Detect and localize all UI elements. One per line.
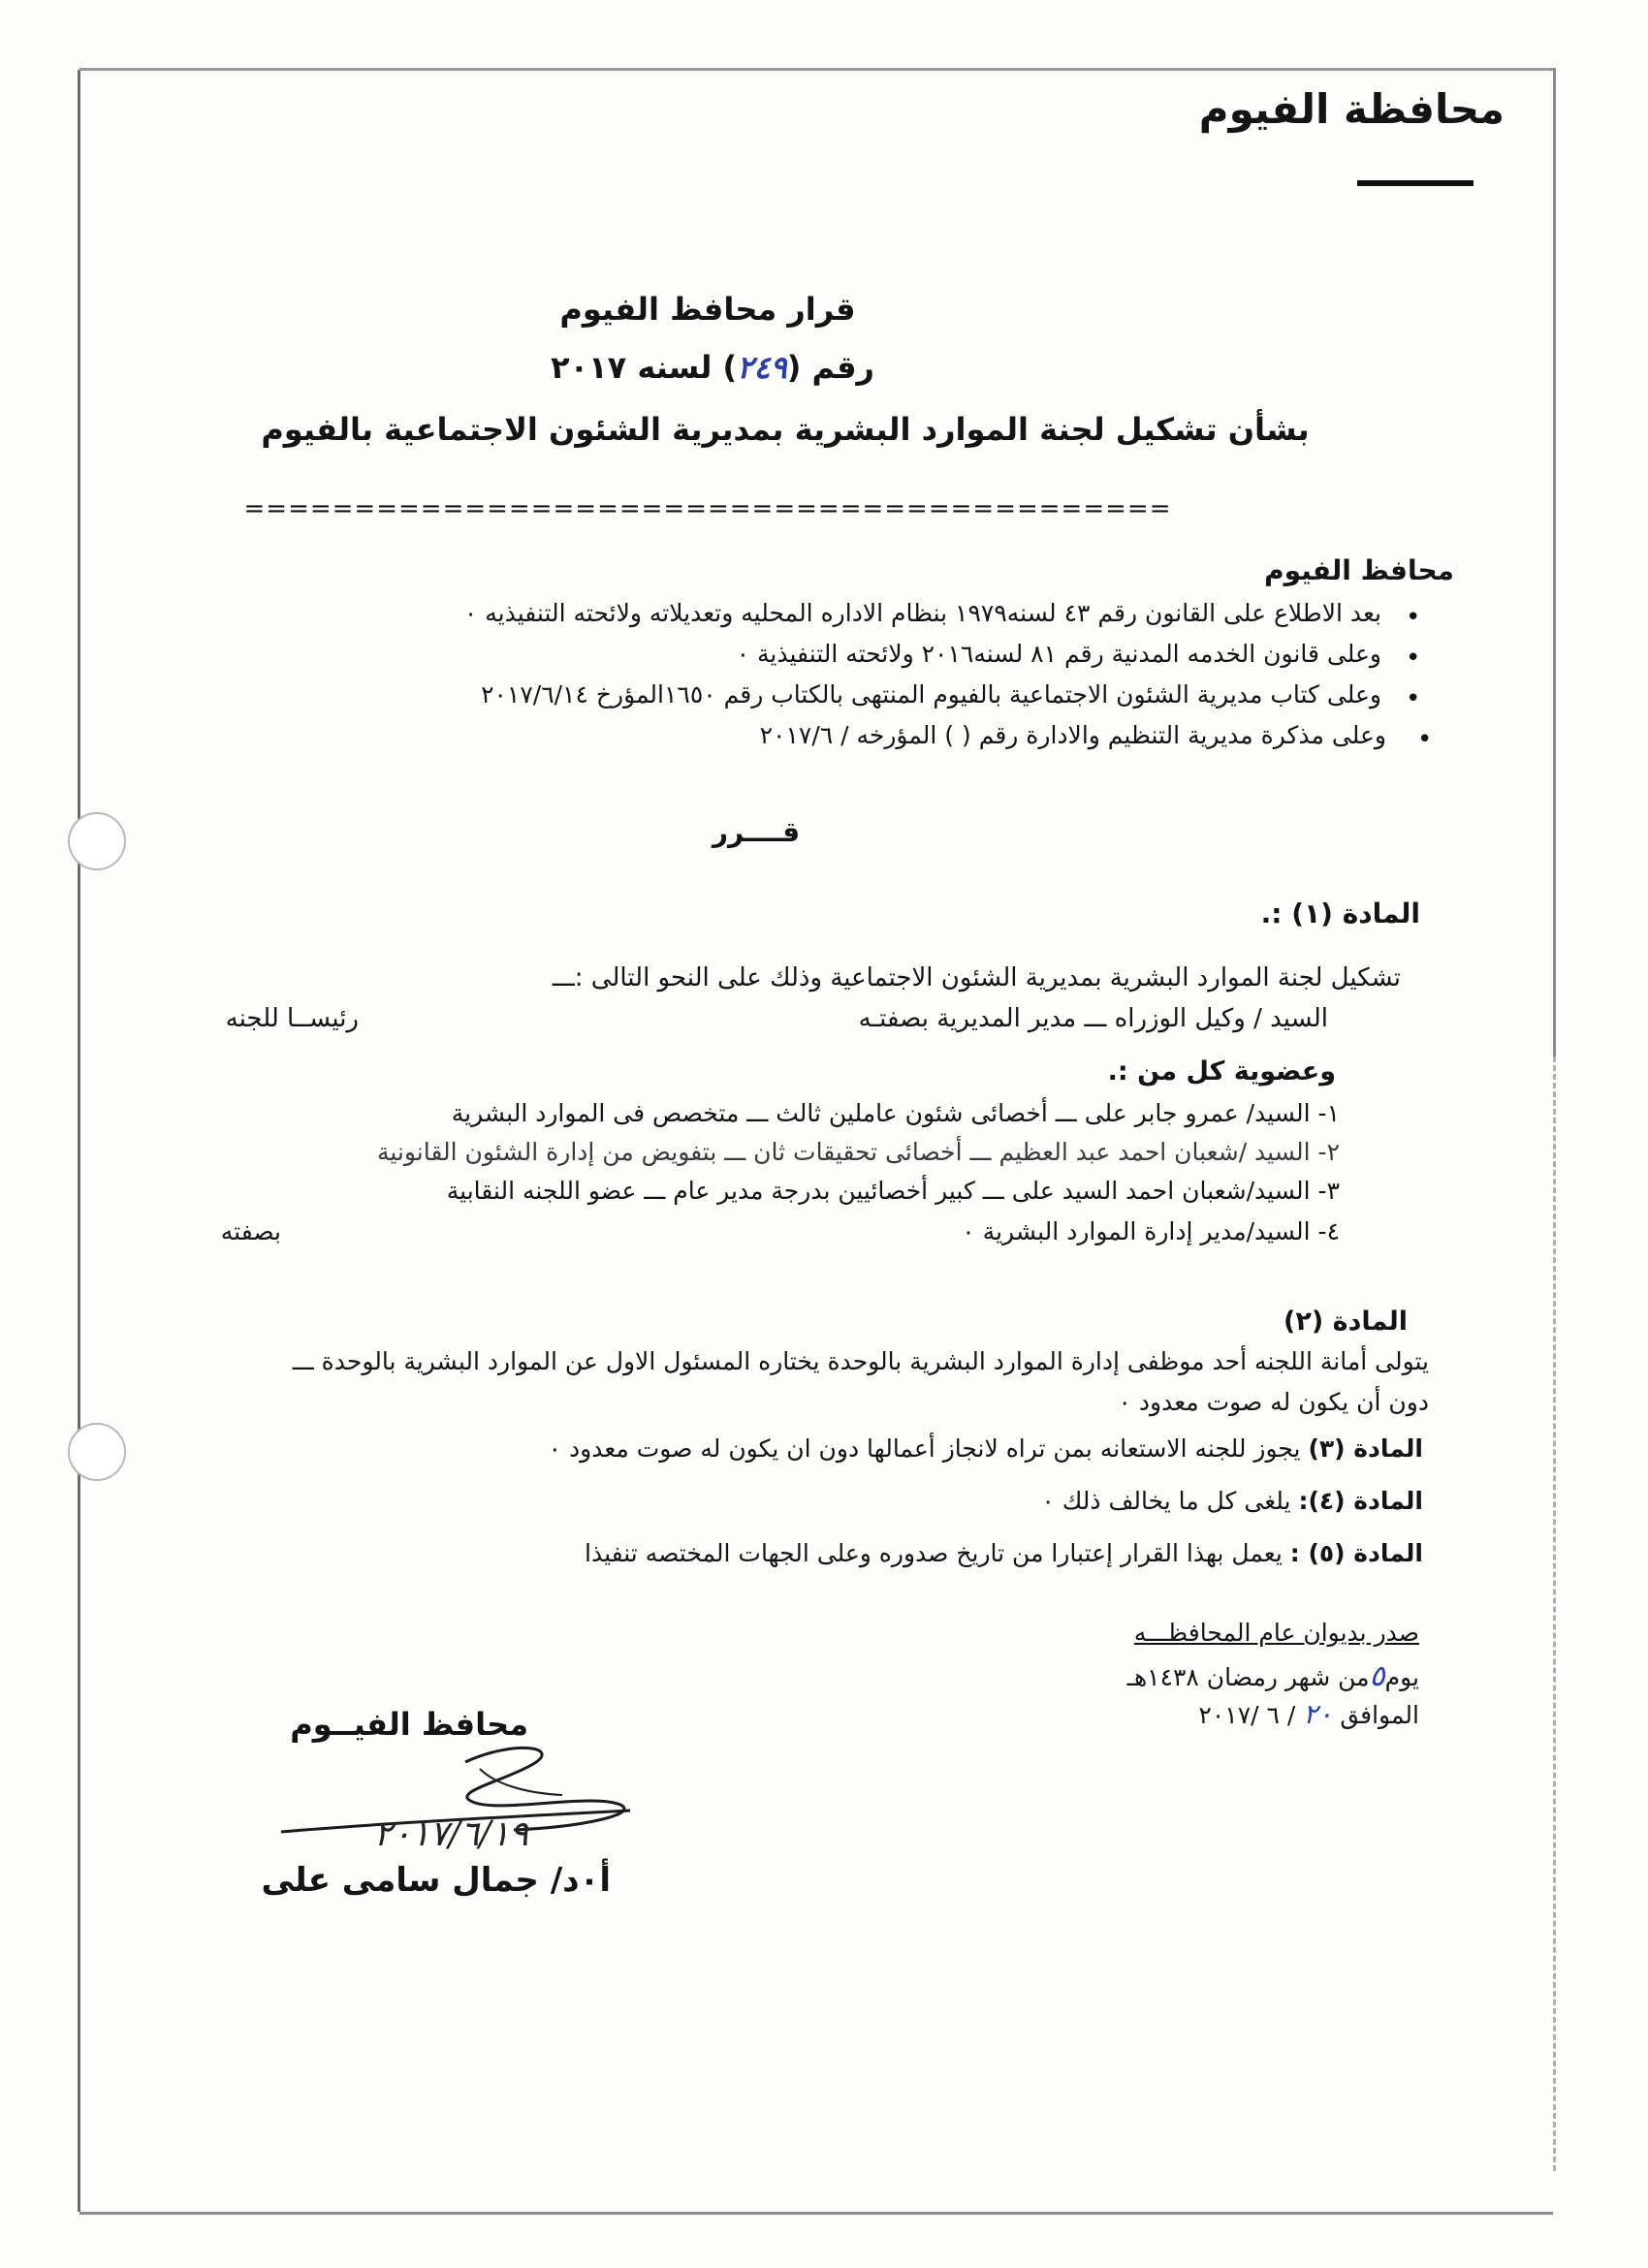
member-item: ١- السيد/ عمرو جابر على ـــ أخصائى شئون عاملين ثالث ـــ متخصص فى الموارد البشرية [451,1099,1340,1127]
bullet: • [1417,725,1433,754]
article4 [1041,1487,1423,1515]
article3-text: يجوز للجنه الاستعانه بمن تراه لانجاز أعمالها دون ان يكون له صوت معدود ٠ [548,1434,1301,1463]
decree-title: قرار محافظ الفيوم [559,291,856,328]
decree-number-prefix: رقم ( [786,349,874,386]
issuance-day-suffix: من شهر رمضان ١٤٣٨هـ [1126,1663,1370,1691]
signatory-name: أ٠د/ جمال سامى على [261,1861,611,1900]
decision-word: قــــرر [712,816,801,848]
governorate-header: محافظة الفيوم [1198,85,1505,133]
article1-chair: السيد / وكيل الوزراه ـــ مدير المديرية بصفتـه [858,1004,1328,1033]
article2-heading: المادة (٢) [1284,1307,1408,1337]
preamble-item: وعلى كتاب مديرية الشئون الاجتماعية بالفيوم المنتهى بالكتاب رقم ١٦٥٠المؤرخ ٢٠١٧/٦/١٤ [481,680,1381,709]
issuance-date-prefix: الموافق [1340,1701,1419,1729]
member-item: ٢- السيد /شعبان احمد عبد العظيم ـــ أخصائى تحقيقات ثان ـــ بتفويض من إدارة الشئون القانونية [376,1138,1340,1166]
article2-text-cont: دون أن يكون له صوت معدود ٠ [1118,1388,1429,1416]
bullet: • [1406,603,1421,632]
article1-intro: تشكيل لجنة الموارد البشرية بمديرية الشئون الاجتماعية وذلك على النحو التالى :ـــ [552,963,1401,992]
header-underline [1357,180,1474,186]
preamble-item: وعلى مذكرة مديرية التنظيم والادارة رقم ( ) المؤرخه / ٢٠١٧/٦ [759,721,1386,749]
bullet: • [1406,684,1421,713]
issuance-gregorian-date [1198,1698,1419,1730]
article3 [549,1434,1423,1463]
article1-heading: المادة (١) :. [1260,898,1420,929]
article4-heading: المادة (٤): [1298,1487,1423,1515]
issuance-day-prefix: يوم [1384,1663,1419,1691]
members-heading: وعضوية كل من :. [1107,1056,1336,1087]
article5-heading: المادة (٥) : [1289,1539,1423,1567]
article5 [585,1539,1423,1567]
decree-number-line [0,349,1648,386]
preamble-item: وعلى قانون الخدمه المدنية رقم ٨١ لسنه٢٠١٦ ولائحته التنفيذية ٠ [736,640,1381,668]
member-item: ٤- السيد/مدير إدارة الموارد البشرية ٠ [962,1217,1340,1245]
article1-chair-role: رئيســا للجنه [225,1004,359,1033]
member-item: ٣- السيد/شعبان احمد السيد على ـــ كبير أخصائيين بدرجة مدير عام ـــ عضو اللجنه النقابية [446,1177,1340,1205]
issuance-date-suffix: / ٦ /٢٠١٧ [1198,1701,1296,1729]
preamble-heading: محافظ الفيوم [1264,554,1454,586]
issuance-day-handwritten: ٥ [1369,1659,1385,1693]
issuance-hijri-date [1127,1659,1419,1693]
article2-text: يتولى أمانة اللجنه أحد موظفى إدارة الموارد البشرية بالوحدة يختاره المسئول الاول عن الموارد البشرية بالوحدة ـــ [292,1347,1429,1375]
handwritten-signature-date: ٢٠١٧/٦/١٩ [373,1814,528,1854]
article5-text: يعمل بهذا القرار إعتبارا من تاريخ صدوره وعلى الجهات المختصه تنفيذا [585,1539,1283,1567]
preamble-item: بعد الاطلاع على القانون رقم ٤٣ لسنه١٩٧٩ بنظام الاداره المحليه وتعديلاته ولائحته التنفيذيه ٠ [463,599,1381,627]
decree-subject: بشأن تشكيل لجنة الموارد البشرية بمديرية الشئون الاجتماعية بالفيوم [261,411,1310,448]
issuance-place: صدر بديوان عام المحافظـــه [1133,1619,1419,1647]
article4-text: يلغى كل ما يخالف ذلك ٠ [1041,1487,1291,1515]
issuance-date-handwritten: ٢٠ [1303,1698,1333,1730]
member4-role: بصفته [220,1217,281,1245]
decree-number-handwritten: ٢٤٩ [737,349,787,386]
article3-heading: المادة (٣) [1308,1434,1423,1463]
signature-title: محافظ الفيــوم [290,1706,528,1743]
bullet: • [1406,644,1421,673]
decree-year: ) لسنه ٢٠١٧ [551,349,738,386]
separator-line: ========================================== [243,494,1172,523]
